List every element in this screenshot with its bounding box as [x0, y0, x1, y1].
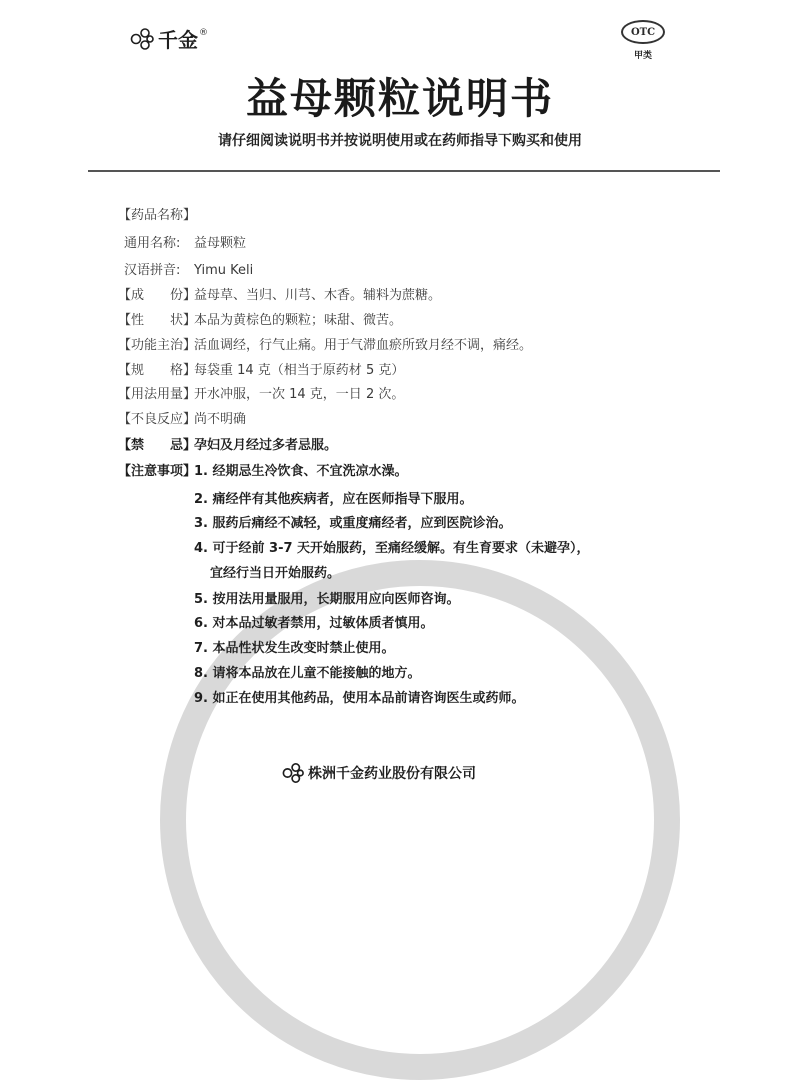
- ingredients-value: 益母草、当归、川芎、木香。辅料为蔗糖。: [194, 288, 442, 303]
- usage-label: 【用法用量】: [118, 387, 197, 402]
- contraindications-value: 孕妇及月经过多者忌服。: [194, 438, 338, 453]
- contraindications-row: [118, 437, 337, 455]
- adverse-label: 【不良反应】: [118, 412, 197, 427]
- otc-badge: [620, 20, 666, 61]
- watermark-ring: [160, 560, 680, 1080]
- drug-name-header: 【药品名称】: [118, 208, 197, 223]
- precaution-item: 8. 请将本品放在儿童不能接触的地方。: [194, 666, 421, 681]
- contraindications-label: 【禁 忌】: [118, 438, 197, 453]
- indications-row: [118, 337, 532, 355]
- precaution-item-continued: 宜经行当日开始服药。: [210, 566, 341, 581]
- adverse-value: 尚不明确: [194, 412, 247, 427]
- generic-name-value: 益母颗粒: [194, 236, 247, 251]
- otc-category: 甲类: [633, 51, 652, 61]
- usage-row: [118, 386, 404, 404]
- pinyin-label: 汉语拼音:: [124, 263, 181, 278]
- precaution-item: 3. 服药后痛经不减轻，或重度痛经者，应到医院诊治。: [194, 516, 512, 531]
- precautions-label: 【注意事项】: [118, 464, 197, 479]
- precaution-item: 9. 如正在使用其他药品，使用本品前请咨询医生或药师。: [194, 691, 525, 706]
- precaution-item: 2. 痛经伴有其他疾病者，应在医师指导下服用。: [194, 492, 473, 507]
- usage-value: 开水冲服，一次 14 克，一日 2 次。: [194, 387, 405, 402]
- generic-name-label: 通用名称:: [124, 236, 181, 251]
- precaution-item: 1. 经期忌生冷饮食、不宜洗凉水澡。: [194, 464, 408, 479]
- otc-mark: OTC: [621, 20, 665, 44]
- properties-label: 【性 状】: [118, 313, 197, 328]
- spec-label: 【规 格】: [118, 363, 197, 378]
- precaution-item: 5. 按用法用量服用，长期服用应向医师咨询。: [194, 592, 460, 607]
- spec-row: [118, 362, 404, 380]
- precaution-item: 6. 对本品过敏者禁用，过敏体质者慎用。: [194, 616, 434, 631]
- ingredients-row: [118, 287, 441, 305]
- precaution-item: 7. 本品性状发生改变时禁止使用。: [194, 641, 395, 656]
- footer: [282, 762, 476, 784]
- indications-value: 活血调经，行气止痛。用于气滞血瘀所致月经不调，痛经。: [194, 338, 533, 353]
- registered-mark: ®: [199, 27, 208, 38]
- brand-name: 千金: [158, 28, 198, 52]
- properties-row: [118, 312, 402, 330]
- pinyin-value: Yimu Keli: [194, 263, 254, 278]
- divider: [88, 170, 720, 172]
- page-subtitle: 请仔细阅读说明书并按说明使用或在药师指导下购买和使用: [218, 133, 582, 149]
- pinyin-row: [124, 262, 253, 280]
- spec-value: 每袋重 14 克（相当于原药材 5 克）: [194, 363, 405, 378]
- brand-header: [130, 24, 208, 53]
- indications-label: 【功能主治】: [118, 338, 197, 353]
- properties-value: 本品为黄棕色的颗粒；味甜、微苦。: [194, 313, 403, 328]
- precautions-row: [118, 463, 408, 481]
- flower-logo-icon: [282, 762, 304, 784]
- generic-name-row: [124, 235, 246, 253]
- adverse-row: [118, 411, 246, 429]
- company-name: 株洲千金药业股份有限公司: [308, 766, 476, 782]
- ingredients-label: 【成 份】: [118, 288, 197, 303]
- precaution-item: 4. 可于经前 3-7 天开始服药，至痛经缓解。有生育要求（未避孕），: [194, 541, 590, 556]
- page-title: 益母颗粒说明书: [245, 74, 554, 123]
- flower-logo-icon: [130, 27, 154, 51]
